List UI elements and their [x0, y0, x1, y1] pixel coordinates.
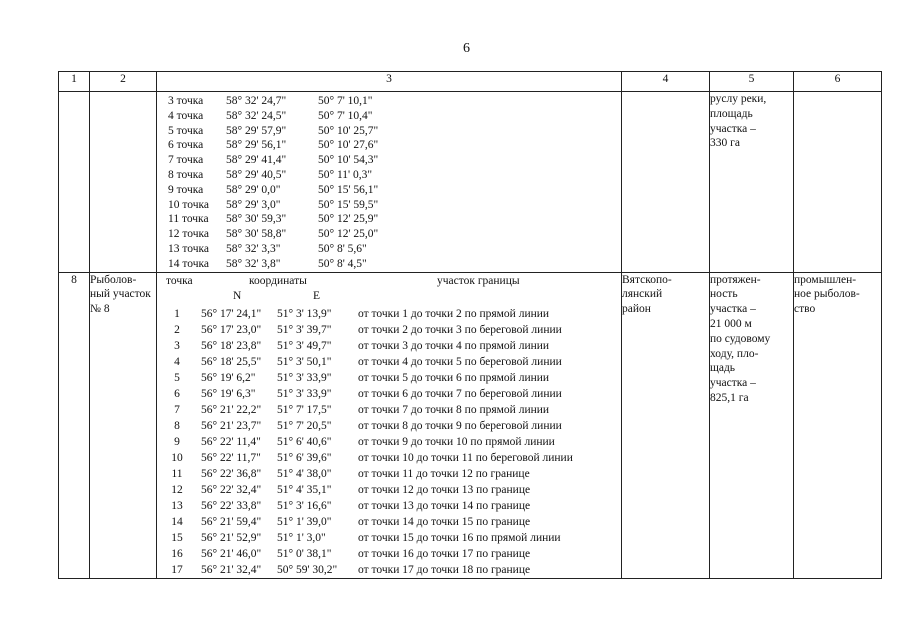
- longitude: 50° 8' 5,6": [318, 242, 367, 255]
- boundary-segment: от точки 13 до точки 14 по границе: [358, 499, 531, 512]
- latitude: 56° 19' 6,2": [201, 371, 256, 384]
- point-number: 17: [171, 563, 183, 576]
- latitude: 58° 29' 40,5": [226, 168, 287, 181]
- point-number: 16: [171, 547, 183, 560]
- area-description: протяжен- ность участка – 21 000 м по судовому ходу, пло- щадь участка – 825,1 га: [710, 272, 794, 578]
- point-label: точка: [166, 274, 193, 287]
- longitude: 50° 59' 30,2": [277, 563, 338, 576]
- coordinate-list: [157, 305, 621, 578]
- longitude: 51° 3' 13,9": [277, 307, 332, 320]
- point-number: 14: [171, 515, 183, 528]
- boundary-segment: от точки 6 до точки 7 по береговой линии: [358, 387, 562, 400]
- list-item: [157, 450, 621, 466]
- east-label: E: [313, 289, 321, 302]
- point-number: 13: [171, 499, 183, 512]
- point-number: 3 точка: [168, 95, 204, 107]
- list-item: [157, 482, 621, 498]
- longitude: 51° 3' 39,7": [277, 323, 332, 336]
- header-col-2: 2: [90, 72, 157, 92]
- usage-type: промышлен- ное рыболов- ство: [794, 272, 882, 578]
- list-item: [168, 124, 621, 139]
- list-item: [157, 322, 621, 338]
- latitude: 56° 22' 11,7": [201, 451, 261, 464]
- boundary-segment: от точки 15 до точки 16 по прямой линии: [358, 531, 561, 544]
- boundary-segment: от точки 12 до точки 13 по границе: [358, 483, 531, 496]
- point-number: 14 точка: [168, 257, 210, 270]
- latitude: 58° 32' 24,5": [226, 109, 287, 122]
- page-number: 6: [463, 41, 470, 56]
- list-item: [157, 354, 621, 370]
- header-col-3: 3: [157, 72, 622, 92]
- row-number: 8: [59, 272, 90, 578]
- point-number: 11: [171, 467, 183, 480]
- list-item: [168, 242, 621, 257]
- longitude: 51° 6' 39,6": [277, 451, 332, 464]
- longitude: 51° 3' 33,9": [277, 371, 332, 384]
- list-item: [157, 370, 621, 386]
- point-number: 3: [174, 339, 180, 352]
- header-col-6: 6: [794, 72, 882, 92]
- list-item: [157, 530, 621, 546]
- longitude: 51° 3' 33,9": [277, 387, 332, 400]
- list-item: [168, 138, 621, 153]
- longitude: 51° 1' 3,0": [277, 531, 326, 544]
- longitude: 50° 12' 25,9": [318, 213, 379, 226]
- longitude: 50° 12' 25,0": [318, 228, 379, 241]
- longitude: 50° 7' 10,4": [318, 109, 373, 122]
- point-number: 11 точка: [168, 213, 209, 226]
- boundary-segment: от точки 9 до точки 10 по прямой линии: [358, 435, 555, 448]
- longitude: 51° 7' 17,5": [277, 403, 332, 416]
- latitude: 58° 29' 56,1": [226, 139, 287, 152]
- point-number: 1: [174, 307, 180, 320]
- list-item: [157, 498, 621, 514]
- header-col-4: 4: [622, 72, 710, 92]
- longitude: 51° 7' 20,5": [277, 419, 332, 432]
- longitude: 50° 10' 54,3": [318, 154, 379, 167]
- list-item: [168, 227, 621, 242]
- latitude: 58° 29' 3,0": [226, 198, 281, 211]
- list-item: [157, 306, 621, 322]
- table-row: [59, 272, 882, 578]
- latitude: 58° 30' 58,8": [226, 228, 287, 241]
- list-item: [157, 434, 621, 450]
- list-item: [157, 466, 621, 482]
- boundary-segment: от точки 17 до точки 18 по границе: [358, 563, 531, 576]
- boundary-segment: от точки 11 до точки 12 по границе: [358, 467, 530, 480]
- point-number: 9 точка: [168, 183, 204, 196]
- longitude: 50° 15' 59,5": [318, 198, 379, 211]
- list-item: [168, 94, 621, 109]
- longitude: 51° 3' 50,1": [277, 355, 332, 368]
- list-item: [157, 562, 621, 578]
- boundary-segment: от точки 7 до точки 8 по прямой линии: [358, 403, 550, 416]
- point-number: 10 точка: [168, 198, 210, 211]
- point-number: 8: [174, 419, 180, 432]
- latitude: 56° 21' 46,0": [201, 547, 262, 560]
- point-number: 8 точка: [168, 168, 204, 181]
- boundary-segment: от точки 4 до точки 5 по береговой линии: [358, 355, 562, 368]
- header-col-1: 1: [59, 72, 90, 92]
- latitude: 58° 29' 41,4": [226, 154, 287, 167]
- longitude: 51° 3' 49,7": [277, 339, 332, 352]
- list-item: [168, 212, 621, 227]
- header-col-5: 5: [710, 72, 794, 92]
- longitude: 50° 10' 27,6": [318, 139, 379, 152]
- latitude: 58° 32' 24,7": [226, 95, 287, 107]
- point-number: 5 точка: [168, 124, 204, 137]
- latitude: 56° 22' 33,8": [201, 499, 262, 512]
- latitude: 56° 22' 32,4": [201, 483, 262, 496]
- list-item: [157, 402, 621, 418]
- boundary-segment: от точки 16 до точки 17 по границе: [358, 547, 531, 560]
- latitude: 56° 22' 11,4": [201, 435, 261, 448]
- longitude: 51° 4' 35,1": [277, 483, 332, 496]
- latitude: 56° 21' 59,4": [201, 515, 262, 528]
- point-number: 7 точка: [168, 154, 204, 167]
- list-item: [168, 109, 621, 124]
- list-item: [157, 514, 621, 530]
- longitude: 50° 7' 10,1": [318, 95, 373, 107]
- longitude: 50° 15' 56,1": [318, 183, 379, 196]
- latitude: 56° 22' 36,8": [201, 467, 262, 480]
- longitude: 50° 10' 25,7": [318, 124, 379, 137]
- longitude: 51° 6' 40,6": [277, 435, 332, 448]
- latitude: 58° 30' 59,3": [226, 213, 287, 226]
- coordinates-subheader: [157, 273, 621, 305]
- latitude: 56° 21' 22,2": [201, 403, 262, 416]
- point-number: 4: [174, 355, 180, 368]
- list-item: [157, 338, 621, 354]
- boundary-segment: от точки 8 до точки 9 по береговой линии: [358, 419, 562, 432]
- list-item: [157, 546, 621, 562]
- point-number: 2: [174, 323, 180, 336]
- boundary-segment: от точки 5 до точки 6 по прямой линии: [358, 371, 550, 384]
- coordinate-list: [157, 92, 621, 272]
- point-number: 6: [174, 387, 180, 400]
- latitude: 56° 21' 23,7": [201, 419, 262, 432]
- latitude: 56° 21' 52,9": [201, 531, 262, 544]
- latitude: 56° 17' 24,1": [201, 307, 262, 320]
- north-label: N: [233, 289, 242, 302]
- point-number: 4 точка: [168, 109, 204, 122]
- longitude: 50° 11' 0,3": [318, 168, 373, 181]
- boundary-segment: от точки 3 до точки 4 по прямой линии: [358, 339, 550, 352]
- point-number: 6 точка: [168, 139, 204, 152]
- boundary-segment: от точки 14 до точки 15 по границе: [358, 515, 531, 528]
- longitude: 50° 8' 4,5": [318, 257, 367, 270]
- point-number: 9: [174, 435, 180, 448]
- fishing-areas-table: [58, 71, 882, 579]
- point-number: 13 точка: [168, 242, 210, 255]
- longitude: 51° 3' 16,6": [277, 499, 332, 512]
- table-header-row: [59, 72, 882, 92]
- latitude: 56° 18' 25,5": [201, 355, 262, 368]
- point-number: 15: [171, 531, 183, 544]
- latitude: 56° 19' 6,3": [201, 387, 256, 400]
- point-number: 7: [174, 403, 180, 416]
- list-item: [168, 168, 621, 183]
- latitude: 58° 32' 3,8": [226, 257, 281, 270]
- list-item: [168, 183, 621, 198]
- longitude: 51° 1' 39,0": [277, 515, 332, 528]
- boundary-label: участок границы: [437, 274, 520, 287]
- list-item: [168, 153, 621, 168]
- latitude: 58° 29' 0,0": [226, 183, 281, 196]
- list-item: [168, 198, 621, 213]
- point-number: 10: [171, 451, 183, 464]
- list-item: [157, 386, 621, 402]
- boundary-segment: от точки 1 до точки 2 по прямой линии: [358, 307, 550, 320]
- latitude: 56° 17' 23,0": [201, 323, 262, 336]
- longitude: 51° 0' 38,1": [277, 547, 332, 560]
- latitude: 56° 18' 23,8": [201, 339, 262, 352]
- list-item: [168, 257, 621, 272]
- point-number: 12: [171, 483, 183, 496]
- coordinates-label: координаты: [249, 274, 307, 287]
- latitude: 58° 29' 57,9": [226, 124, 287, 137]
- boundary-segment: от точки 2 до точки 3 по береговой линии: [358, 323, 562, 336]
- area-description: руслу реки, площадь участка – 330 га: [710, 92, 794, 273]
- area-name: Рыболов- ный участок № 8: [90, 272, 157, 578]
- district: Вятскопо- лянский район: [622, 272, 710, 578]
- list-item: [157, 418, 621, 434]
- boundary-segment: от точки 10 до точки 11 по береговой линии: [358, 451, 573, 464]
- latitude: 56° 21' 32,4": [201, 563, 262, 576]
- latitude: 58° 32' 3,3": [226, 242, 281, 255]
- point-number: 12 точка: [168, 228, 210, 241]
- point-number: 5: [174, 371, 180, 384]
- table-row: [59, 92, 882, 273]
- longitude: 51° 4' 38,0": [277, 467, 332, 480]
